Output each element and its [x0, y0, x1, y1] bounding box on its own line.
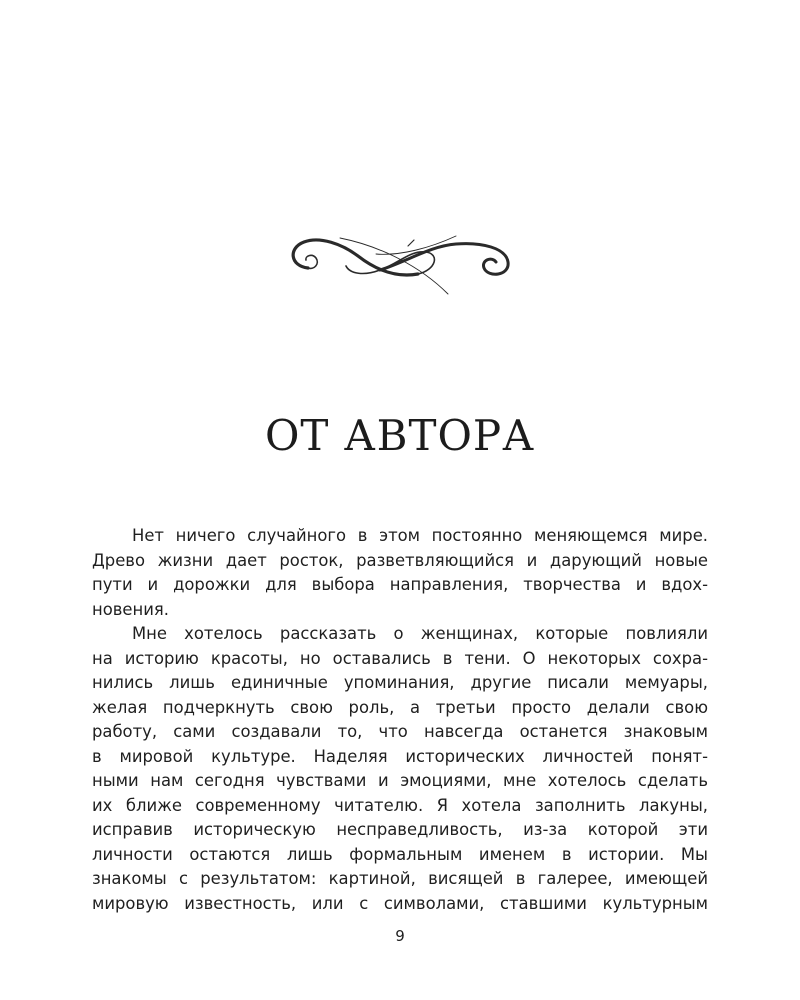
text-line: знакомы с результатом: картиной, висящей в галерее, имеющей — [92, 869, 708, 888]
chapter-title: ОТ АВТОРА — [265, 411, 535, 460]
text-line: Мне хотелось рассказать о женщинах, которые повлияли — [132, 624, 708, 643]
text-line: желая подчеркнуть свою роль, а третьи просто делали свою — [92, 697, 708, 717]
text-line: ными нам сегодня чувствами и эмоциями, мне хотелось сделать — [92, 771, 708, 790]
text-line: Древо жизни дает росток, разветвляющийся и дарующий новые — [92, 550, 708, 570]
text-line: пути и дорожки для выбора направления, творчества и вдох- — [92, 575, 708, 594]
flourish-ornament-icon — [280, 226, 520, 298]
text-line: мировую известность, или с символами, ставшими культурным — [92, 893, 708, 913]
text-line: работу, сами создавали то, что навсегда останется знаковым — [92, 722, 708, 741]
text-line: Нет ничего случайного в этом постоянно меняющемся мире. — [132, 526, 708, 545]
body-text — [92, 524, 708, 916]
text-line: их ближе современному читателю. Я хотела заполнить лакуны, — [92, 795, 708, 815]
text-line: исправив историческую несправедливость, из-за которой эти — [92, 820, 708, 839]
text-line: личности остаются лишь формальным именем в истории. Мы — [92, 844, 708, 864]
text-line: нились лишь единичные упоминания, другие писали мемуары, — [92, 673, 708, 692]
text-line: в мировой культуре. Наделяя исторических личностей понят- — [92, 746, 708, 766]
page-number: 9 — [395, 927, 405, 945]
text-line: на историю красоты, но оставались в тени. О некоторых сохра- — [92, 648, 708, 668]
text-line: новения. — [92, 599, 169, 619]
